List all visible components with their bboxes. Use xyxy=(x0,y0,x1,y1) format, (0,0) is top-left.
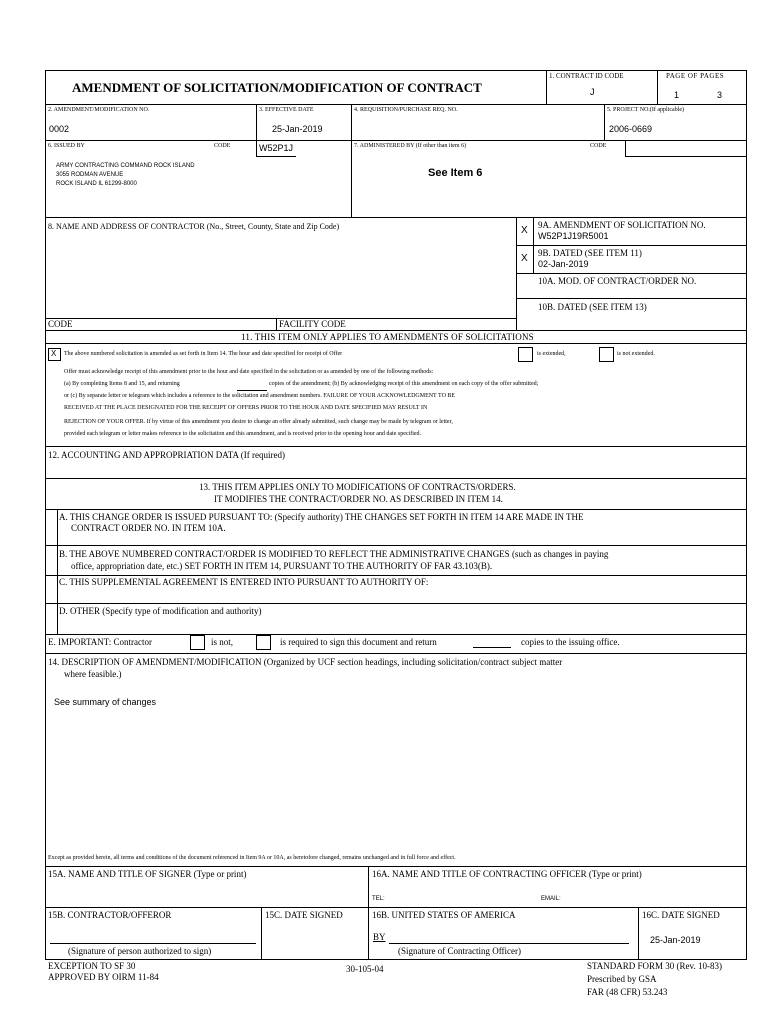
footer-left-line2: APPROVED BY OIRM 11-84 xyxy=(48,972,159,982)
copies-label: copies to the issuing office. xyxy=(521,637,620,647)
item-10a-label: 10A. MOD. OF CONTRACT/ORDER NO. xyxy=(538,276,697,286)
copies-blank xyxy=(237,390,267,391)
project-no-value: 2006-0669 xyxy=(609,124,653,134)
tel-label: TEL: xyxy=(372,896,385,902)
divider xyxy=(45,509,747,510)
divider xyxy=(45,478,747,479)
item-16b-signature-caption: (Signature of Contracting Officer) xyxy=(398,946,522,956)
item-9a-mark: X xyxy=(521,225,528,236)
divider xyxy=(604,104,605,140)
effective-date-label: 3. EFFECTIVE DATE xyxy=(259,107,314,113)
divider xyxy=(638,907,639,959)
project-no-label: 5. PROJECT NO.(If applicable) xyxy=(607,107,685,113)
divider xyxy=(45,634,747,635)
item-16c-value: 25-Jan-2019 xyxy=(650,935,701,945)
footer-left-line1: EXCEPTION TO SF 30 xyxy=(48,961,136,971)
contractor-signature-line[interactable] xyxy=(50,943,256,944)
issued-by-code-label: CODE xyxy=(214,143,231,149)
is-not-extended-label: is not extended. xyxy=(617,351,655,357)
item-13a-line1: A. THIS CHANGE ORDER IS ISSUED PURSUANT TO: (Specify authority) THE CHANGES SET FORTH IN ITEM 14 ARE MADE IN THE xyxy=(59,512,584,522)
divider xyxy=(256,140,257,156)
officer-signature-line[interactable] xyxy=(389,943,629,944)
is-extended-label: is extended, xyxy=(537,351,566,357)
important-label: E. IMPORTANT: Contractor xyxy=(48,637,153,647)
divider xyxy=(45,446,747,447)
item-14-label-line2: where feasible.) xyxy=(64,669,122,679)
item-16c-label: 16C. DATE SIGNED xyxy=(642,910,720,920)
item-14-content: See summary of changes xyxy=(54,697,157,707)
item-13b-line2: office, appropriation date, etc.) SET FORTH IN ITEM 14, PURSUANT TO THE AUTHORITY OF FAR 43.103(B). xyxy=(71,561,493,571)
divider xyxy=(625,140,626,156)
page-number: 1 xyxy=(674,90,680,100)
is-not-label: is not, xyxy=(211,637,234,647)
item-14-footer: Except as provided herein, all terms and conditions of the document referenced in Item 9A or 10A, as heretofore changed, remains unchanged and in full force and effect. xyxy=(48,855,456,861)
item-13a-line2: CONTRACT ORDER NO. IN ITEM 10A. xyxy=(71,523,226,533)
item-11-line2: Offer must acknowledge receipt of this amendment prior to the hour and date specified in the solicitation or as amended by one of the following methods: xyxy=(64,369,434,375)
divider xyxy=(57,509,58,634)
item-16b-by: BY xyxy=(373,932,386,942)
requisition-label: 4. REQUISITION/PURCHASE REQ. NO. xyxy=(354,107,458,113)
issued-by-label: 6. ISSUED BY xyxy=(48,143,85,149)
item-13-title-line1: 13. THIS ITEM APPLIES ONLY TO MODIFICATIONS OF CONTRACTS/ORDERS. xyxy=(199,482,516,492)
amendment-no-label: 2. AMENDMENT/MODIFICATION NO. xyxy=(48,107,150,113)
amendment-no-value: 0002 xyxy=(49,124,70,134)
divider xyxy=(45,104,747,105)
divider xyxy=(45,217,747,218)
item-15b-label: 15B. CONTRACTOR/OFFEROR xyxy=(48,910,172,920)
item-14-label-line1: 14. DESCRIPTION OF AMENDMENT/MODIFICATION (Organized by UCF section headings, including solicitation/contract subject matter xyxy=(48,657,563,667)
contract-id-label: 1. CONTRACT ID CODE xyxy=(549,72,624,80)
footer-center: 30-105-04 xyxy=(346,964,384,974)
item-11-line3b: copies of the amendment; (b) By acknowledging receipt of this amendment on each copy of the offer submitted; xyxy=(269,381,539,387)
item-15a-label: 15A. NAME AND TITLE OF SIGNER (Type or print) xyxy=(48,869,247,879)
item-11-line4: or (c) By separate letter or telegram which includes a reference to the solicitation and amendment numbers. FAILURE OF YOUR ACKNOWLEDGMENT TO BE xyxy=(64,393,456,399)
effective-date-value: 25-Jan-2019 xyxy=(272,124,323,134)
is-extended-checkbox[interactable] xyxy=(518,347,533,362)
divider xyxy=(261,907,262,959)
page-total: 3 xyxy=(717,90,723,100)
copies-return-blank xyxy=(473,647,511,648)
form-title: AMENDMENT OF SOLICITATION/MODIFICATION OF CONTRACT xyxy=(72,80,482,95)
administered-by-value: See Item 6 xyxy=(428,167,483,179)
item-11-line3a: (a) By completing Items 8 and 15, and returning xyxy=(64,381,180,387)
form-border-right xyxy=(746,70,747,960)
divider xyxy=(45,866,747,867)
form-border-bottom xyxy=(45,959,747,960)
item-9b-value: 02-Jan-2019 xyxy=(538,259,589,269)
divider xyxy=(256,104,257,140)
divider xyxy=(256,156,296,157)
item-10b-label: 10B. DATED (SEE ITEM 13) xyxy=(538,302,647,312)
item-13b-line1: B. THE ABOVE NUMBERED CONTRACT/ORDER IS MODIFIED TO REFLECT THE ADMINISTRATIVE CHANGES (such as changes in paying xyxy=(59,549,609,559)
divider xyxy=(516,298,746,299)
item-15c-label: 15C. DATE SIGNED xyxy=(265,910,343,920)
divider xyxy=(351,104,352,140)
item-11-line5: RECEIVED AT THE PLACE DESIGNATED FOR THE RECEIPT OF OFFERS PRIOR TO THE HOUR AND DATE SPECIFIED MAY RESULT IN xyxy=(64,405,428,411)
contractor-is-required-checkbox[interactable] xyxy=(256,635,271,650)
contractor-is-not-checkbox[interactable] xyxy=(190,635,205,650)
divider xyxy=(516,245,746,246)
item-9b-label: 9B. DATED (SEE ITEM 11) xyxy=(538,248,642,258)
solicitation-amended-mark: X xyxy=(51,349,57,358)
divider xyxy=(45,330,747,331)
item-15b-signature-caption: (Signature of person authorized to sign) xyxy=(68,946,212,956)
administered-code-label: CODE xyxy=(590,143,607,149)
divider xyxy=(45,907,747,908)
item-11-line6: REJECTION OF YOUR OFFER. If by virtue of this amendment you desire to change an offer already submitted, such change may be made by telegram or letter, xyxy=(64,419,453,425)
footer-right-line3: FAR (48 CFR) 53.243 xyxy=(587,987,668,997)
divider xyxy=(45,343,747,344)
item-9a-label: 9A. AMENDMENT OF SOLICITATION NO. xyxy=(538,220,706,230)
item-13d-line: D. OTHER (Specify type of modification and authority) xyxy=(59,606,262,616)
divider xyxy=(45,653,747,654)
email-label: EMAIL: xyxy=(541,896,561,902)
administered-by-label: 7. ADMINISTERED BY (If other than item 6) xyxy=(354,143,467,149)
item-16a-label: 16A. NAME AND TITLE OF CONTRACTING OFFICER (Type or print) xyxy=(372,869,642,879)
item-11-title: 11. THIS ITEM ONLY APPLIES TO AMENDMENTS OF SOLICITATIONS xyxy=(241,332,534,342)
divider xyxy=(657,70,658,104)
divider xyxy=(45,545,747,546)
divider xyxy=(351,140,352,217)
item-11-line7: provided each telegram or letter makes reference to the solicitation and this amendment, and is received prior to the opening hour and date specified. xyxy=(64,431,422,437)
divider xyxy=(45,603,747,604)
contractor-name-label: 8. NAME AND ADDRESS OF CONTRACTOR (No., Street, County, State and Zip Code) xyxy=(48,222,340,231)
footer-right-line1: STANDARD FORM 30 (Rev. 10-83) xyxy=(587,961,722,971)
divider xyxy=(368,866,369,959)
divider xyxy=(45,575,747,576)
form-border-left xyxy=(45,70,46,960)
item-9a-value: W52P1J19R5001 xyxy=(538,231,609,241)
divider xyxy=(546,70,547,104)
is-not-extended-checkbox[interactable] xyxy=(599,347,614,362)
is-required-label: is required to sign this document and return xyxy=(280,637,437,647)
item-9b-mark: X xyxy=(521,253,528,264)
item-16b-label: 16B. UNITED STATES OF AMERICA xyxy=(372,910,516,920)
divider xyxy=(45,140,747,141)
contractor-code-label: CODE xyxy=(48,319,73,329)
issuer-address: ARMY CONTRACTING COMMAND ROCK ISLAND 3055 RODMAN AVENUE ROCK ISLAND IL 61299-8000 xyxy=(56,163,195,187)
item-11-line1: The above numbered solicitation is amended as set forth in Item 14. The hour and date specified for receipt of Offer xyxy=(64,351,343,357)
divider xyxy=(516,273,746,274)
footer-right-line2: Prescribed by GSA xyxy=(587,974,657,984)
contract-id-value: J xyxy=(590,87,595,97)
issued-by-code-value: W52P1J xyxy=(259,143,294,153)
facility-code-label: FACILITY CODE xyxy=(279,319,346,329)
divider xyxy=(276,318,277,330)
form-border-top xyxy=(45,70,747,71)
page-of-pages-label: PAGE OF PAGES xyxy=(666,72,725,80)
item-12-label: 12. ACCOUNTING AND APPROPRIATION DATA (If required) xyxy=(48,450,286,460)
divider xyxy=(625,156,746,157)
item-13c-line: C. THIS SUPPLEMENTAL AGREEMENT IS ENTERED INTO PURSUANT TO AUTHORITY OF: xyxy=(59,577,429,587)
item-13-title-line2: IT MODIFIES THE CONTRACT/ORDER NO. AS DESCRIBED IN ITEM 14. xyxy=(214,494,503,504)
